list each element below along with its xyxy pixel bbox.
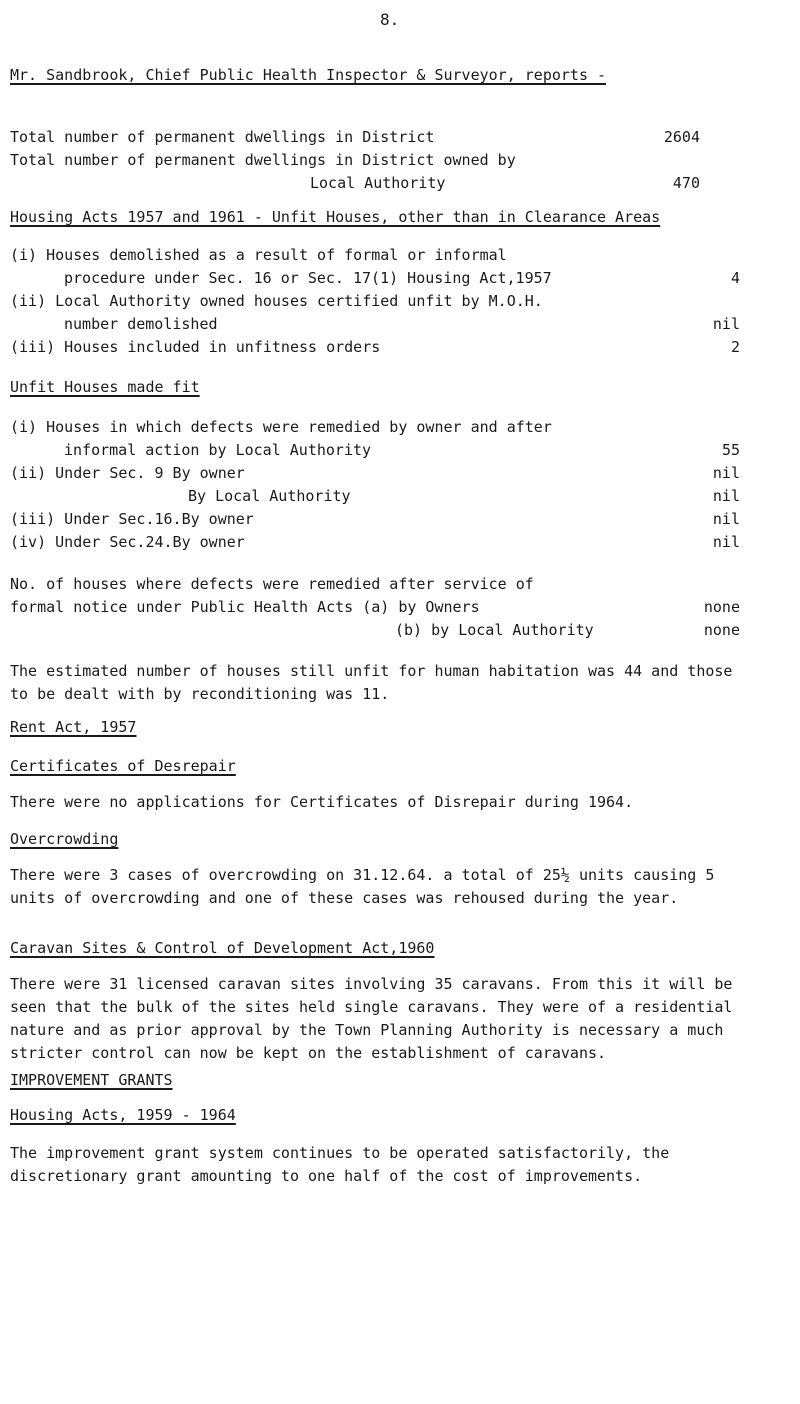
unfit-item-1-value: 55 xyxy=(721,441,740,459)
unfit-item-1-line2: informal action by Local Authority xyxy=(64,441,372,459)
certificates-paragraph: There were no applications for Certificates of Disrepair during 1964. xyxy=(10,793,634,811)
housing-item-1-line2: procedure under Sec. 16 or Sec. 17(1) Housing Act,1957 xyxy=(64,269,552,287)
unfit-item-3: (iii) Under Sec.16.By owner xyxy=(10,510,254,528)
unfit-item-4: (iv) Under Sec.24.By owner xyxy=(10,533,245,551)
housing-item-1-value: 4 xyxy=(730,269,740,287)
housing-item-2-value: nil xyxy=(712,315,740,333)
housing-item-3-line1: (iii) Houses included in unfitness orders xyxy=(10,338,381,356)
unfit-item-3-value: nil xyxy=(712,510,740,528)
formal-notice-value-b: none xyxy=(703,621,740,639)
unfit-item-2-value2: nil xyxy=(712,487,740,505)
housing-item-3-value: 2 xyxy=(730,338,740,356)
overcrowding-paragraph: There were 3 cases of overcrowding on 31.12.64. a total of 25½ units causing 5 units of overcrowding and one of these cases was rehoused during the year. xyxy=(10,866,715,907)
formal-notice-line2: formal notice under Public Health Acts (a) by Owners xyxy=(10,598,480,616)
unfit-made-fit-heading: Unfit Houses made fit xyxy=(10,378,200,396)
owned-dwellings-value: 470 xyxy=(672,174,700,192)
formal-notice-value-a: none xyxy=(703,598,740,616)
total-dwellings-value: 2604 xyxy=(663,128,700,146)
improvement-subheading: Housing Acts, 1959 - 1964 xyxy=(10,1106,236,1124)
housing-acts-heading: Housing Acts 1957 and 1961 - Unfit Houses, other than in Clearance Areas xyxy=(10,208,661,226)
estimate-paragraph: The estimated number of houses still unfit for human habitation was 44 and those to be dealt with by reconditioning was 11. xyxy=(10,662,733,703)
certificates-heading: Certificates of Desrepair xyxy=(10,757,236,775)
improvement-paragraph: The improvement grant system continues to be operated satisfactorily, the discretionary grant amounting to one half of the cost of improvements. xyxy=(10,1144,670,1185)
overcrowding-heading: Overcrowding xyxy=(10,830,119,848)
owned-dwellings-label-cont: Local Authority xyxy=(310,174,446,192)
formal-notice-line1: No. of houses where defects were remedied after service of xyxy=(10,575,534,593)
rent-act-heading: Rent Act, 1957 xyxy=(10,718,137,736)
caravan-paragraph: There were 31 licensed caravan sites involving 35 caravans. From this it will be seen that the bulk of the sites held single caravans. They were of a residential nature and as prior approval by the Town Planning Authority is necessary a much stricter control can now be kept on the establishment of caravans. xyxy=(10,975,733,1062)
improvement-heading: IMPROVEMENT GRANTS xyxy=(10,1071,173,1089)
report-title: Mr. Sandbrook, Chief Public Health Inspector & Surveyor, reports - xyxy=(10,66,607,84)
unfit-item-2-line1: (ii) Under Sec. 9 By owner xyxy=(10,464,245,482)
housing-item-2-line2: number demolished xyxy=(64,315,218,333)
page-number: 8. xyxy=(380,10,400,29)
total-dwellings-label: Total number of permanent dwellings in District xyxy=(10,128,435,146)
owned-dwellings-label: Total number of permanent dwellings in District owned by xyxy=(10,151,516,169)
caravan-heading: Caravan Sites & Control of Development Act,1960 xyxy=(10,939,435,957)
formal-notice-line3: (b) by Local Authority xyxy=(395,621,594,639)
unfit-item-2-value1: nil xyxy=(712,464,740,482)
unfit-item-4-value: nil xyxy=(712,533,740,551)
unfit-item-1-line1: (i) Houses in which defects were remedied by owner and after xyxy=(10,418,552,436)
housing-item-1-line1: (i) Houses demolished as a result of formal or informal xyxy=(10,246,507,264)
housing-item-2-line1: (ii) Local Authority owned houses certified unfit by M.O.H. xyxy=(10,292,543,310)
unfit-item-2-line2: By Local Authority xyxy=(188,487,351,505)
